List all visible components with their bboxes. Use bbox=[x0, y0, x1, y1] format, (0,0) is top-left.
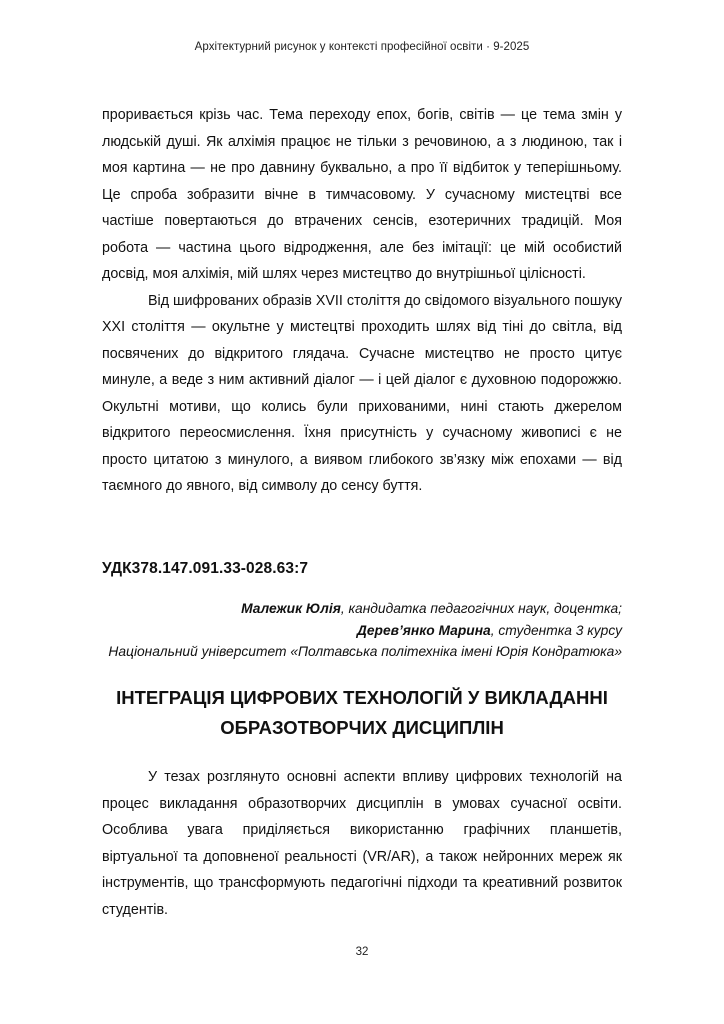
previous-article-body bbox=[102, 102, 622, 500]
udk-code: УДК378.147.091.33-028.63:7 bbox=[102, 560, 309, 577]
paragraph: проривається крізь час. Тема переходу епох, богів, світів — це тема змін у людській душі. Як алхімія працює не тільки з речовиною, а з людиною, так і моя картина — не про давнину буквально, а про її відбиток у теперішньому. Це спроба зобразити вічне в тимчасовому. У сучасному мистецтві все частіше повертаються до втрачених сенсів, езотеричних традицій. Моя робота — частина цього відродження, але без імітації: це мій особистий досвід, моя алхімія, мій шлях через мистецтво до внутрішньої цілісності. bbox=[102, 107, 622, 282]
running-header: Архітектурний рисунок у контексті професійної освіти · 9-2025 bbox=[194, 41, 530, 53]
abstract-body bbox=[102, 764, 622, 923]
author-line bbox=[82, 598, 622, 620]
article-title bbox=[100, 683, 624, 743]
author-name: Дерев’янко Марина bbox=[356, 622, 491, 638]
affiliation: Національний університет «Полтавська політехніка імені Юрія Кондратюка» bbox=[108, 644, 622, 659]
author-name: Малежик Юлія bbox=[241, 601, 341, 616]
authors-block bbox=[82, 598, 622, 663]
title-line: ІНТЕГРАЦІЯ ЦИФРОВИХ ТЕХНОЛОГІЙ У ВИКЛАДАННІ bbox=[116, 687, 608, 708]
paragraph: Від шифрованих образів XVII століття до свідомого візуального пошуку XXI століття — окультне у мистецтві проходить шлях від тіні до світла, від посвячених до відкритого глядача. Сучасне мистецтво не просто цитує минуле, а веде з ним активний діалог — і цей діалог є духовною подорожжю. Окультні мотиви, що колись були прихованими, нині стають джерелом відкритого переосмислення. Їхня присутність у сучасному живописі є не просто цитатою з минулого, а виявом глибокого зв’язку між епохами — від таємного до явного, від символу до сенсу буття. bbox=[102, 292, 622, 494]
page-number: 32 bbox=[355, 946, 369, 958]
author-details: , студентка 3 курсу bbox=[490, 622, 622, 638]
abstract-paragraph: У тезах розглянуто основні аспекти впливу цифрових технологій на процес викладання образотворчих дисциплін в умовах сучасної освіти. Особлива увага приділяється використанню графічних планшетів, віртуальної та доповненої реальності (VR/AR), а також нейронних мереж як інструментів, що трансформують педагогічні підходи та креативний розвиток студентів. bbox=[102, 769, 622, 918]
author-line bbox=[82, 620, 622, 642]
author-details: , кандидатка педагогічних наук, доцентка; bbox=[340, 601, 622, 616]
title-line: ОБРАЗОТВОРЧИХ ДИСЦИПЛІН bbox=[220, 717, 504, 738]
